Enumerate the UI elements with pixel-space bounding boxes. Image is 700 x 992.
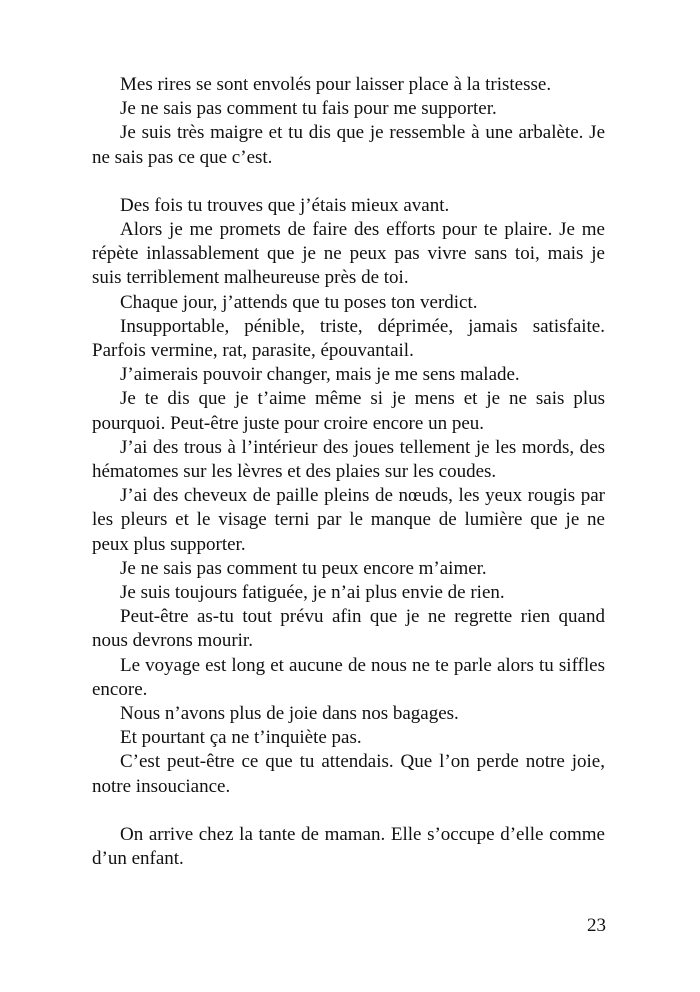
paragraph: Je suis très maigre et tu dis que je ressemble à une arbalète. Je ne sais pas ce que c’est.: [92, 122, 605, 168]
paragraph: Mes rires se sont envolés pour laisser place à la tristesse.: [120, 74, 552, 95]
paragraph: Nous n’avons plus de joie dans nos bagages.: [120, 703, 459, 725]
paragraph: Et pourtant ça ne t’inquiète pas.: [120, 727, 362, 749]
paragraph: J’aimerais pouvoir changer, mais je me sens malade.: [120, 364, 520, 386]
paragraph: J’ai des cheveux de paille pleins de nœuds, les yeux rougis par les pleurs et le visage terni par le manque de lumière que je ne peux plus supporter.: [92, 485, 605, 555]
paragraph: Chaque jour, j’attends que tu poses ton verdict.: [120, 291, 478, 313]
paragraph: Je te dis que je t’aime même si je mens et je ne sais plus pourquoi. Peut-être juste pour croire encore un peu.: [92, 388, 605, 434]
paragraph: On arrive chez la tante de maman. Elle s’occupe d’elle comme d’un enfant.: [92, 823, 605, 870]
paragraph: Le voyage est long et aucune de nous ne te parle alors tu siffles encore.: [92, 654, 605, 700]
paragraph: Des fois tu trouves que j’étais mieux avant.: [120, 194, 450, 216]
paragraph: Insupportable, pénible, triste, déprimée, jamais satisfaite. Parfois vermine, rat, parasite, épouvantail.: [92, 315, 605, 362]
paragraph: Alors je me promets de faire des efforts pour te plaire. Je me répète inlassablement que je ne peux pas vivre sans toi, mais je suis terriblement malheureuse près de toi.: [92, 219, 605, 289]
paragraph: Peut-être as-tu tout prévu afin que je ne regrette rien quand nous devrons mourir.: [92, 606, 605, 652]
paragraph: C’est peut-être ce que tu attendais. Que l’on perde notre joie, notre insouciance.: [92, 751, 605, 797]
paragraph: Je suis toujours fatiguée, je n’ai plus envie de rien.: [120, 582, 505, 604]
paragraph: Je ne sais pas comment tu fais pour me supporter.: [120, 98, 497, 120]
paragraph: J’ai des trous à l’intérieur des joues tellement je les mords, des hématomes sur les lèvres et des plaies sur les coudes.: [92, 436, 605, 483]
body-text: [92, 73, 605, 871]
paragraph: Je ne sais pas comment tu peux encore m’aimer.: [120, 557, 487, 579]
page-number: 23: [587, 915, 606, 936]
